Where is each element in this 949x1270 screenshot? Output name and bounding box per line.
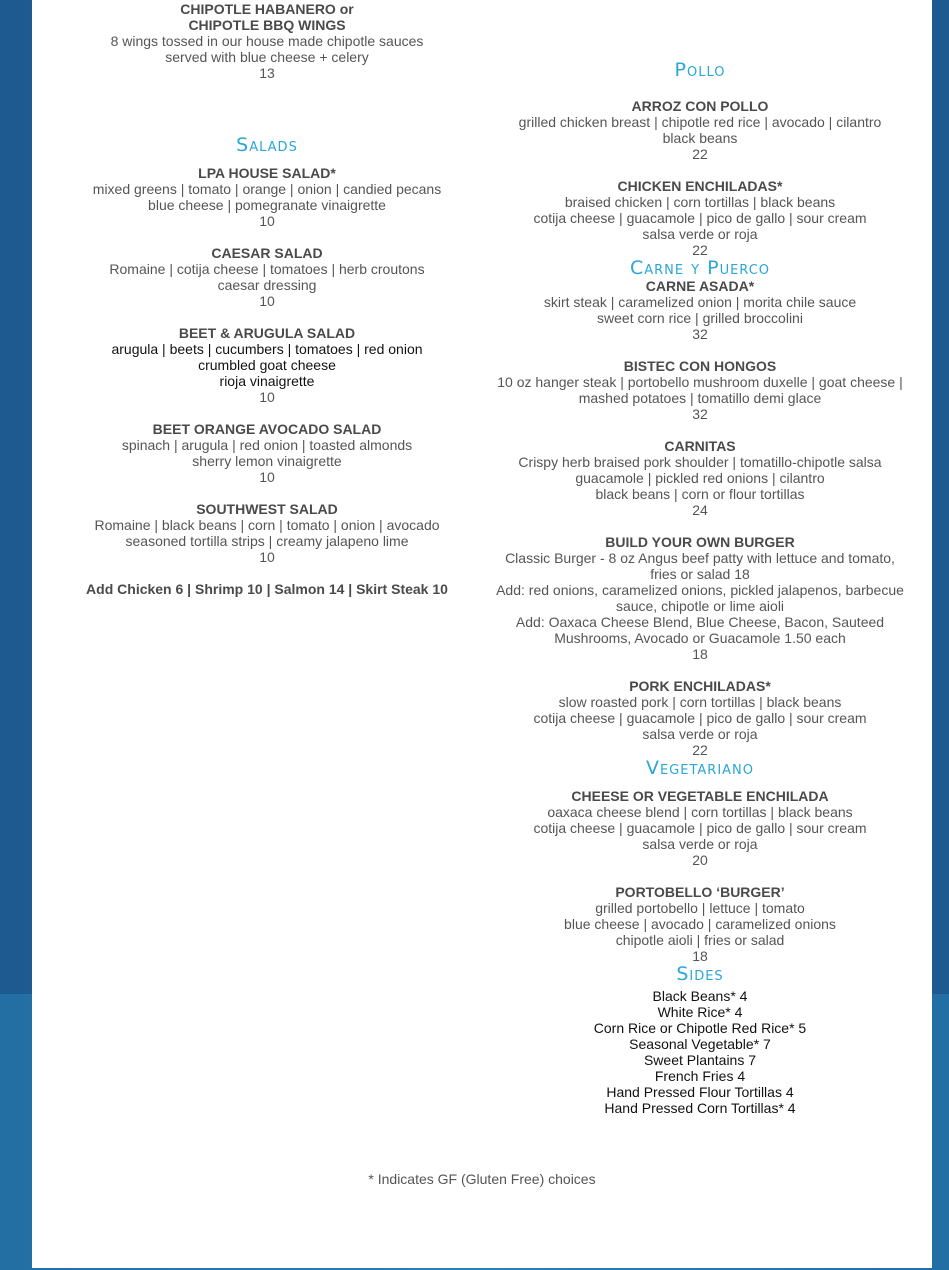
item-description: grilled chicken breast | chipotle red rice | avocado | cilantro: [518, 114, 882, 130]
gluten-free-footnote: * Indicates GF (Gluten Free) choices: [368, 1171, 596, 1187]
item-price: 10: [259, 213, 275, 229]
side-item: Corn Rice or Chipotle Red Rice* 5: [593, 1020, 807, 1036]
item-description: black beans: [662, 130, 738, 146]
item-description: Crispy herb braised pork shoulder | tomatillo-chipotle salsa: [518, 454, 882, 470]
item-title: BEET ORANGE AVOCADO SALAD: [152, 421, 382, 437]
item-title: CHIPOTLE HABANERO or: [180, 1, 354, 17]
item-price: 18: [692, 948, 708, 964]
menu-item-salad: [67, 245, 467, 309]
side-item: White Rice* 4: [657, 1004, 743, 1020]
item-description: guacamole | pickled red onions | cilantro: [575, 470, 825, 486]
item-description: salsa verde or roja: [642, 836, 758, 852]
menu-item-vegetariano: [490, 884, 910, 964]
menu-column-left: [67, 1, 467, 597]
item-title: CAESAR SALAD: [211, 245, 323, 261]
menu-item-carne: [490, 438, 910, 518]
item-price: 10: [259, 469, 275, 485]
item-title: SOUTHWEST SALAD: [196, 501, 338, 517]
item-price: 10: [259, 389, 275, 405]
item-title: CHIPOTLE BBQ WINGS: [188, 17, 346, 33]
item-description: seasoned tortilla strips | creamy jalapeno lime: [125, 533, 409, 549]
item-price: 20: [692, 852, 708, 868]
side-item: Sweet Plantains 7: [643, 1052, 757, 1068]
item-price: 22: [692, 146, 708, 162]
item-description: Add: red onions, caramelized onions, pickled jalapenos, barbecue: [496, 582, 904, 598]
item-price: 18: [692, 646, 708, 662]
item-description: slow roasted pork | corn tortillas | black beans: [558, 694, 842, 710]
side-item: Hand Pressed Corn Tortillas* 4: [604, 1100, 796, 1116]
item-description: chipotle aioli | fries or salad: [615, 932, 785, 948]
side-item: Seasonal Vegetable* 7: [629, 1036, 771, 1052]
menu-item-salad: [67, 325, 467, 405]
section-heading-vegetariano: Vegetariano: [645, 757, 755, 779]
item-description: fries or salad 18: [650, 566, 750, 582]
item-price: 10: [259, 293, 275, 309]
menu-item-salad: [67, 501, 467, 565]
section-heading-salads: Salads: [236, 134, 298, 156]
sides-list: [490, 988, 910, 1116]
side-item: Black Beans* 4: [652, 988, 748, 1004]
item-description: spinach | arugula | red onion | toasted almonds: [121, 437, 413, 453]
menu-item-salad: [67, 165, 467, 229]
item-price: 22: [692, 742, 708, 758]
salad-addons: Add Chicken 6 | Shrimp 10 | Salmon 14 | Skirt Steak 10: [86, 581, 448, 597]
item-description: 10 oz hanger steak | portobello mushroom duxelle | goat cheese |: [497, 374, 903, 390]
item-title: CARNITAS: [664, 438, 736, 454]
item-price: 10: [259, 549, 275, 565]
item-description: mixed greens | tomato | orange | onion | candied pecans: [92, 181, 442, 197]
section-heading-carne: Carne y Puerco: [629, 257, 771, 279]
menu-item-salad: [67, 421, 467, 485]
item-description: sherry lemon vinaigrette: [192, 453, 342, 469]
item-title: PORK ENCHILADAS*: [629, 678, 771, 694]
item-description: black beans | corn or flour tortillas: [595, 486, 805, 502]
section-heading-sides: Sides: [676, 963, 724, 985]
item-description: cotija cheese | guacamole | pico de gallo | sour cream: [533, 710, 867, 726]
item-description: sauce, chipotle or lime aioli: [615, 598, 785, 614]
item-description: cotija cheese | guacamole | pico de gallo | sour cream: [533, 820, 867, 836]
item-description: caesar dressing: [217, 277, 317, 293]
item-description: grilled portobello | lettuce | tomato: [595, 900, 805, 916]
side-item: Hand Pressed Flour Tortillas 4: [606, 1084, 794, 1100]
item-price: 13: [259, 65, 275, 81]
side-item: French Fries 4: [654, 1068, 746, 1084]
item-description: 8 wings tossed in our house made chipotle sauces: [110, 33, 424, 49]
item-description: blue cheese | avocado | caramelized onions: [564, 916, 836, 932]
item-description: salsa verde or roja: [642, 226, 758, 242]
menu-item-carne: [490, 358, 910, 422]
item-description: Classic Burger - 8 oz Angus beef patty with lettuce and tomato,: [505, 550, 895, 566]
item-title: BEET & ARUGULA SALAD: [178, 325, 356, 341]
item-title: CHICKEN ENCHILADAS*: [617, 178, 783, 194]
item-title: CHEESE OR VEGETABLE ENCHILADA: [571, 788, 829, 804]
item-description: oaxaca cheese blend | corn tortillas | black beans: [547, 804, 853, 820]
section-heading-pollo: Pollo: [674, 59, 726, 81]
item-description: cotija cheese | guacamole | pico de gallo | sour cream: [533, 210, 867, 226]
item-description: arugula | beets | cucumbers | tomatoes | red onion: [111, 341, 423, 357]
item-title: BISTEC CON HONGOS: [623, 358, 777, 374]
item-description: rioja vinaigrette: [219, 373, 315, 389]
item-description: served with blue cheese + celery: [165, 49, 369, 65]
menu-item-carne: [490, 534, 910, 662]
menu-item-pollo: [490, 178, 910, 258]
menu-column-right: [490, 0, 910, 1116]
item-title: PORTOBELLO ‘BURGER’: [615, 884, 785, 900]
menu-item-vegetariano: [490, 788, 910, 868]
menu-item-carne: [490, 278, 910, 342]
item-price: 32: [692, 326, 708, 342]
item-description: Romaine | cotija cheese | tomatoes | herb croutons: [109, 261, 425, 277]
item-price: 24: [692, 502, 708, 518]
item-price: 32: [692, 406, 708, 422]
item-description: crumbled goat cheese: [198, 357, 336, 373]
item-description: salsa verde or roja: [642, 726, 758, 742]
item-description: Mushrooms, Avocado or Guacamole 1.50 each: [554, 630, 846, 646]
item-title: BUILD YOUR OWN BURGER: [605, 534, 795, 550]
item-description: Romaine | black beans | corn | tomato | onion | avocado: [94, 517, 440, 533]
item-description: blue cheese | pomegranate vinaigrette: [148, 197, 386, 213]
item-price: 22: [692, 242, 708, 258]
item-title: ARROZ CON POLLO: [631, 98, 769, 114]
item-description: sweet corn rice | grilled broccolini: [597, 310, 803, 326]
item-description: braised chicken | corn tortillas | black beans: [564, 194, 836, 210]
item-description: mashed potatoes | tomatillo demi glace: [578, 390, 822, 406]
item-description: Add: Oaxaca Cheese Blend, Blue Cheese, Bacon, Sauteed: [515, 614, 885, 630]
item-description: skirt steak | caramelized onion | morita chile sauce: [543, 294, 857, 310]
menu-item-carne: [490, 678, 910, 758]
item-title: LPA HOUSE SALAD*: [198, 165, 336, 181]
menu-item-wings: [67, 1, 467, 81]
item-title: CARNE ASADA*: [645, 278, 755, 294]
menu-item-pollo: [490, 98, 910, 162]
